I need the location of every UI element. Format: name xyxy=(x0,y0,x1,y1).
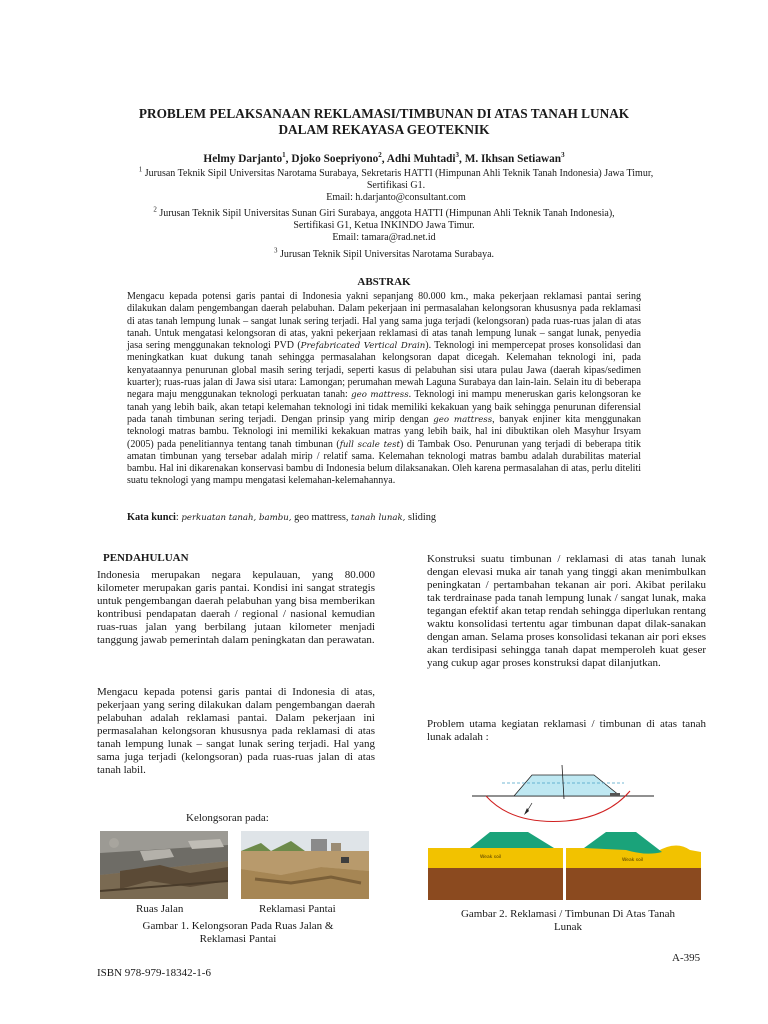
keyword: sliding xyxy=(405,512,437,523)
author-1: Helmy Darjanto xyxy=(203,153,283,165)
figure-1-caption-line: Reklamasi Pantai xyxy=(199,933,277,945)
abstract-text: . Teknologi ini mampu meneruskan garis kelongsoran ke tanah yang lebih baik, akan tetapi kelemahan teknologi ini tidak memiliki kekakuan yang baik sehingga penurunan diferensial pada tanah timbunan sering terjadi. Dengan prinsip yang mirip dengan xyxy=(127,389,641,425)
author-sep: , xyxy=(459,153,465,165)
weak-soil-label: Weak soil xyxy=(622,858,644,863)
right-paragraph-1: Konstruksi suatu timbunan / reklamasi di atas tanah lunak dengan elevasi muka air tanah yang tinggi akan menimbulkan peningkatan / pertambahan tekanan air pori. Akibat perilaku tak terdrainase pada tanah lempung lunak / sangat lunak, maka tegangan efektif akan tetap rendah sehingga diperlukan rentang waktu konsolidasi tertentu agar timbunan dapat dilak-sanakan dengan aman. Selama proses konsolidasi tekanan air pori ekses akan terdisipasi sehingga tanah dapat memperoleh kuat geser yang cukup agar proses konstruksi dapat dilanjutkan. xyxy=(427,553,706,669)
isbn: ISBN 978-979-18342-1-6 xyxy=(97,967,211,979)
abstract-body xyxy=(127,291,641,488)
aff-2-sup: 2 xyxy=(153,205,157,214)
right-paragraph-2: Problem utama kegiatan reklamasi / timbunan di atas tanah lunak adalah : xyxy=(427,718,706,743)
photo-label-reclamation: Reklamasi Pantai xyxy=(259,903,336,915)
aff-2-line-2: Sertifikasi G1, Ketua INKINDO Jawa Timur. xyxy=(293,220,475,231)
aff-1-line-2: Sertifikasi G1. xyxy=(366,180,426,191)
affiliation-3 xyxy=(100,246,668,261)
page-number: A-395 xyxy=(672,952,701,964)
keyword: geo mattress, xyxy=(291,512,352,523)
keyword: perkuatan tanah, bambu, xyxy=(181,513,292,523)
section-heading: PENDAHULUAN xyxy=(103,552,189,564)
title-line-2: DALAM REKAYASA GEOTEKNIK xyxy=(278,122,490,137)
figure-1-intro: Kelongsoran pada: xyxy=(186,812,269,824)
affiliation-2 xyxy=(100,205,668,244)
figure-2-caption xyxy=(428,908,708,934)
abstract-text: ). Teknologi ini mempercepat proses konsolidasi dan meningkatkan kuat dukung tanah sehingga permasalahan kelongsoran dapat dicegah. Kelemahan teknologi ini, pada kenyataannya penurunan global masih sering terjadi, seperti kasus di pelabuhan sisi utara pulau Jawa (daerah kipas/sedimen kuarter); ruas-ruas jalan di Jawa sisi utara: Lamongan; perumahan mewah Laguna Surabaya dan lain-lain. Selain itu di beberapa negara maju menggunakan teknologi perkuatan tanah: xyxy=(127,340,642,401)
aff-1-sup: 1 xyxy=(138,165,143,174)
author-3: Adhi Muhtadi xyxy=(386,153,456,165)
keywords-colon: : xyxy=(175,512,182,523)
author-4-sup: 3 xyxy=(561,151,565,160)
author-list xyxy=(100,153,668,165)
abstract-italic-term: full scale test xyxy=(339,439,400,450)
figure-1-caption-line: Gambar 1. Kelongsoran Pada Ruas Jalan & xyxy=(142,920,334,932)
aff-3-line-1: Jurusan Teknik Sipil Universitas Narotama Surabaya. xyxy=(277,249,495,260)
aff-1-email: Email: h.darjanto@consultant.com xyxy=(326,192,466,203)
author-sep: , xyxy=(381,153,387,165)
paper-title xyxy=(100,106,668,138)
author-sep: , xyxy=(285,153,292,165)
keywords xyxy=(127,512,436,523)
author-1-sup: 1 xyxy=(282,151,286,160)
author-2-sup: 2 xyxy=(378,151,382,160)
abstract-text: ) di Tambak Oso. Penurunan yang terjadi di beberapa titik amatan timbunan yang tersebar adalah mirip / relatif sama. Kelemahan teknologi matras bambu adalah durabilitas material bambu. Hal ini dikarenakan konservasi bambu di Indonesia belum dilaksanakan. Oleh karena permasalahan di atas, perlu diteliti suatu teknologi yang mampu mengatasi kelemahan-kelemahannya. xyxy=(127,438,641,487)
abstract-text: Mengacu kepada potensi garis pantai di Indonesia yakni sepanjang 80.000 km., maka pekerjaan reklamasi pantai sering dilakukan dalam pengembangan daerah pelabuhan. Dalam pekerjaan ini permasalahan kelongsoran khususnya pada reklamasi di atas tanah lempung lunak – sangat lunak sering terjadi. Hal yang sama juga terjadi (kelongsoran) pada ruas-ruas jalan di atas tanah. Untuk mengatasi kelongsoran di atas, yakni pekerjaan reklamasi di atas tanah lempung lunak – sangat lunak, penyedia jasa sering menggunakan teknologi PVD ( xyxy=(127,291,641,352)
abstract-italic-term: geo mattress xyxy=(433,414,493,425)
weak-soil-label: Weak soil xyxy=(480,855,502,860)
cross-section-left xyxy=(428,830,563,900)
keyword: tanah lunak, xyxy=(351,513,406,523)
abstract-italic-term: geo mattress xyxy=(351,390,409,401)
abstract-text: , banyak enjiner kita menggunakan teknologi matras bambu. Teknologi ini memiliki kekakuan matras yang lebih baik, hal ini dibuktikan oleh Masyhur Irsyam (2005) pada penelitiannya tentang tanah timbunan ( xyxy=(127,413,642,450)
author-3-sup: 3 xyxy=(455,151,460,160)
aff-1-line-1: Jurusan Teknik Sipil Universitas Narotama Surabaya, Sekretaris HATTI (Himpunan Ahli Teknik Tanah Indonesia) Jawa Timur, xyxy=(142,168,654,179)
keywords-label: Kata kunci xyxy=(127,512,176,523)
figure-2-caption-line: Gambar 2. Reklamasi / Timbunan Di Atas Tanah xyxy=(460,908,676,920)
aff-2-email: Email: tamara@rad.net.id xyxy=(332,232,436,243)
author-2: Djoko Soepriyono xyxy=(291,153,379,165)
intro-paragraph-1: Indonesia merupakan negara kepulauan, yang 80.000 kilometer merupakan garis pantai. Kondisi ini sangat strategis untuk pengembangan daerah pelabuhan yang bisa memberikan kontribusi pendapatan daerah / regional / nasional kemudian ruas-ruas jalan yang berbilang jutaan kilometer menjadi tanggung jawab pemerintah dalam peningkatan dan perawatan. xyxy=(97,569,375,646)
abstract-italic-term: Prefabricated Vertical Drain xyxy=(300,341,426,352)
embankment-slip-diagram xyxy=(472,763,654,823)
aff-2-line-1: Jurusan Teknik Sipil Universitas Sunan Giri Surabaya, anggota HATTI (Himpunan Ahli Teknik Tanah Indonesia), xyxy=(156,208,615,219)
reclamation-landslide-photo xyxy=(241,831,369,899)
abstract-heading: ABSTRAK xyxy=(357,276,411,288)
aff-3-sup: 3 xyxy=(273,246,278,255)
figure-2-caption-line: Lunak xyxy=(553,921,583,933)
figure-1-caption xyxy=(97,920,379,946)
cross-section-right xyxy=(566,830,701,900)
intro-paragraph-2: Mengacu kepada potensi garis pantai di Indonesia di atas, pekerjaan yang sering dilakukan dalam pengembangan daerah pelabuhan adalah reklamasi pantai. Dalam pekerjaan ini permasalahan kelongsoran khususnya pada reklamasi di atas tanah lempung lunak – sangat lunak sering terjadi. Hal yang sama juga terjadi (kelongsoran) pada ruas-ruas jalan di atas tanah labil. xyxy=(97,686,375,776)
photo-label-road: Ruas Jalan xyxy=(136,903,184,915)
affiliation-1 xyxy=(90,165,702,204)
author-4: M. Ikhsan Setiawan xyxy=(464,153,562,165)
road-landslide-photo xyxy=(100,831,228,899)
title-line-1: PROBLEM PELAKSANAAN REKLAMASI/TIMBUNAN DI ATAS TANAH LUNAK xyxy=(138,106,630,121)
